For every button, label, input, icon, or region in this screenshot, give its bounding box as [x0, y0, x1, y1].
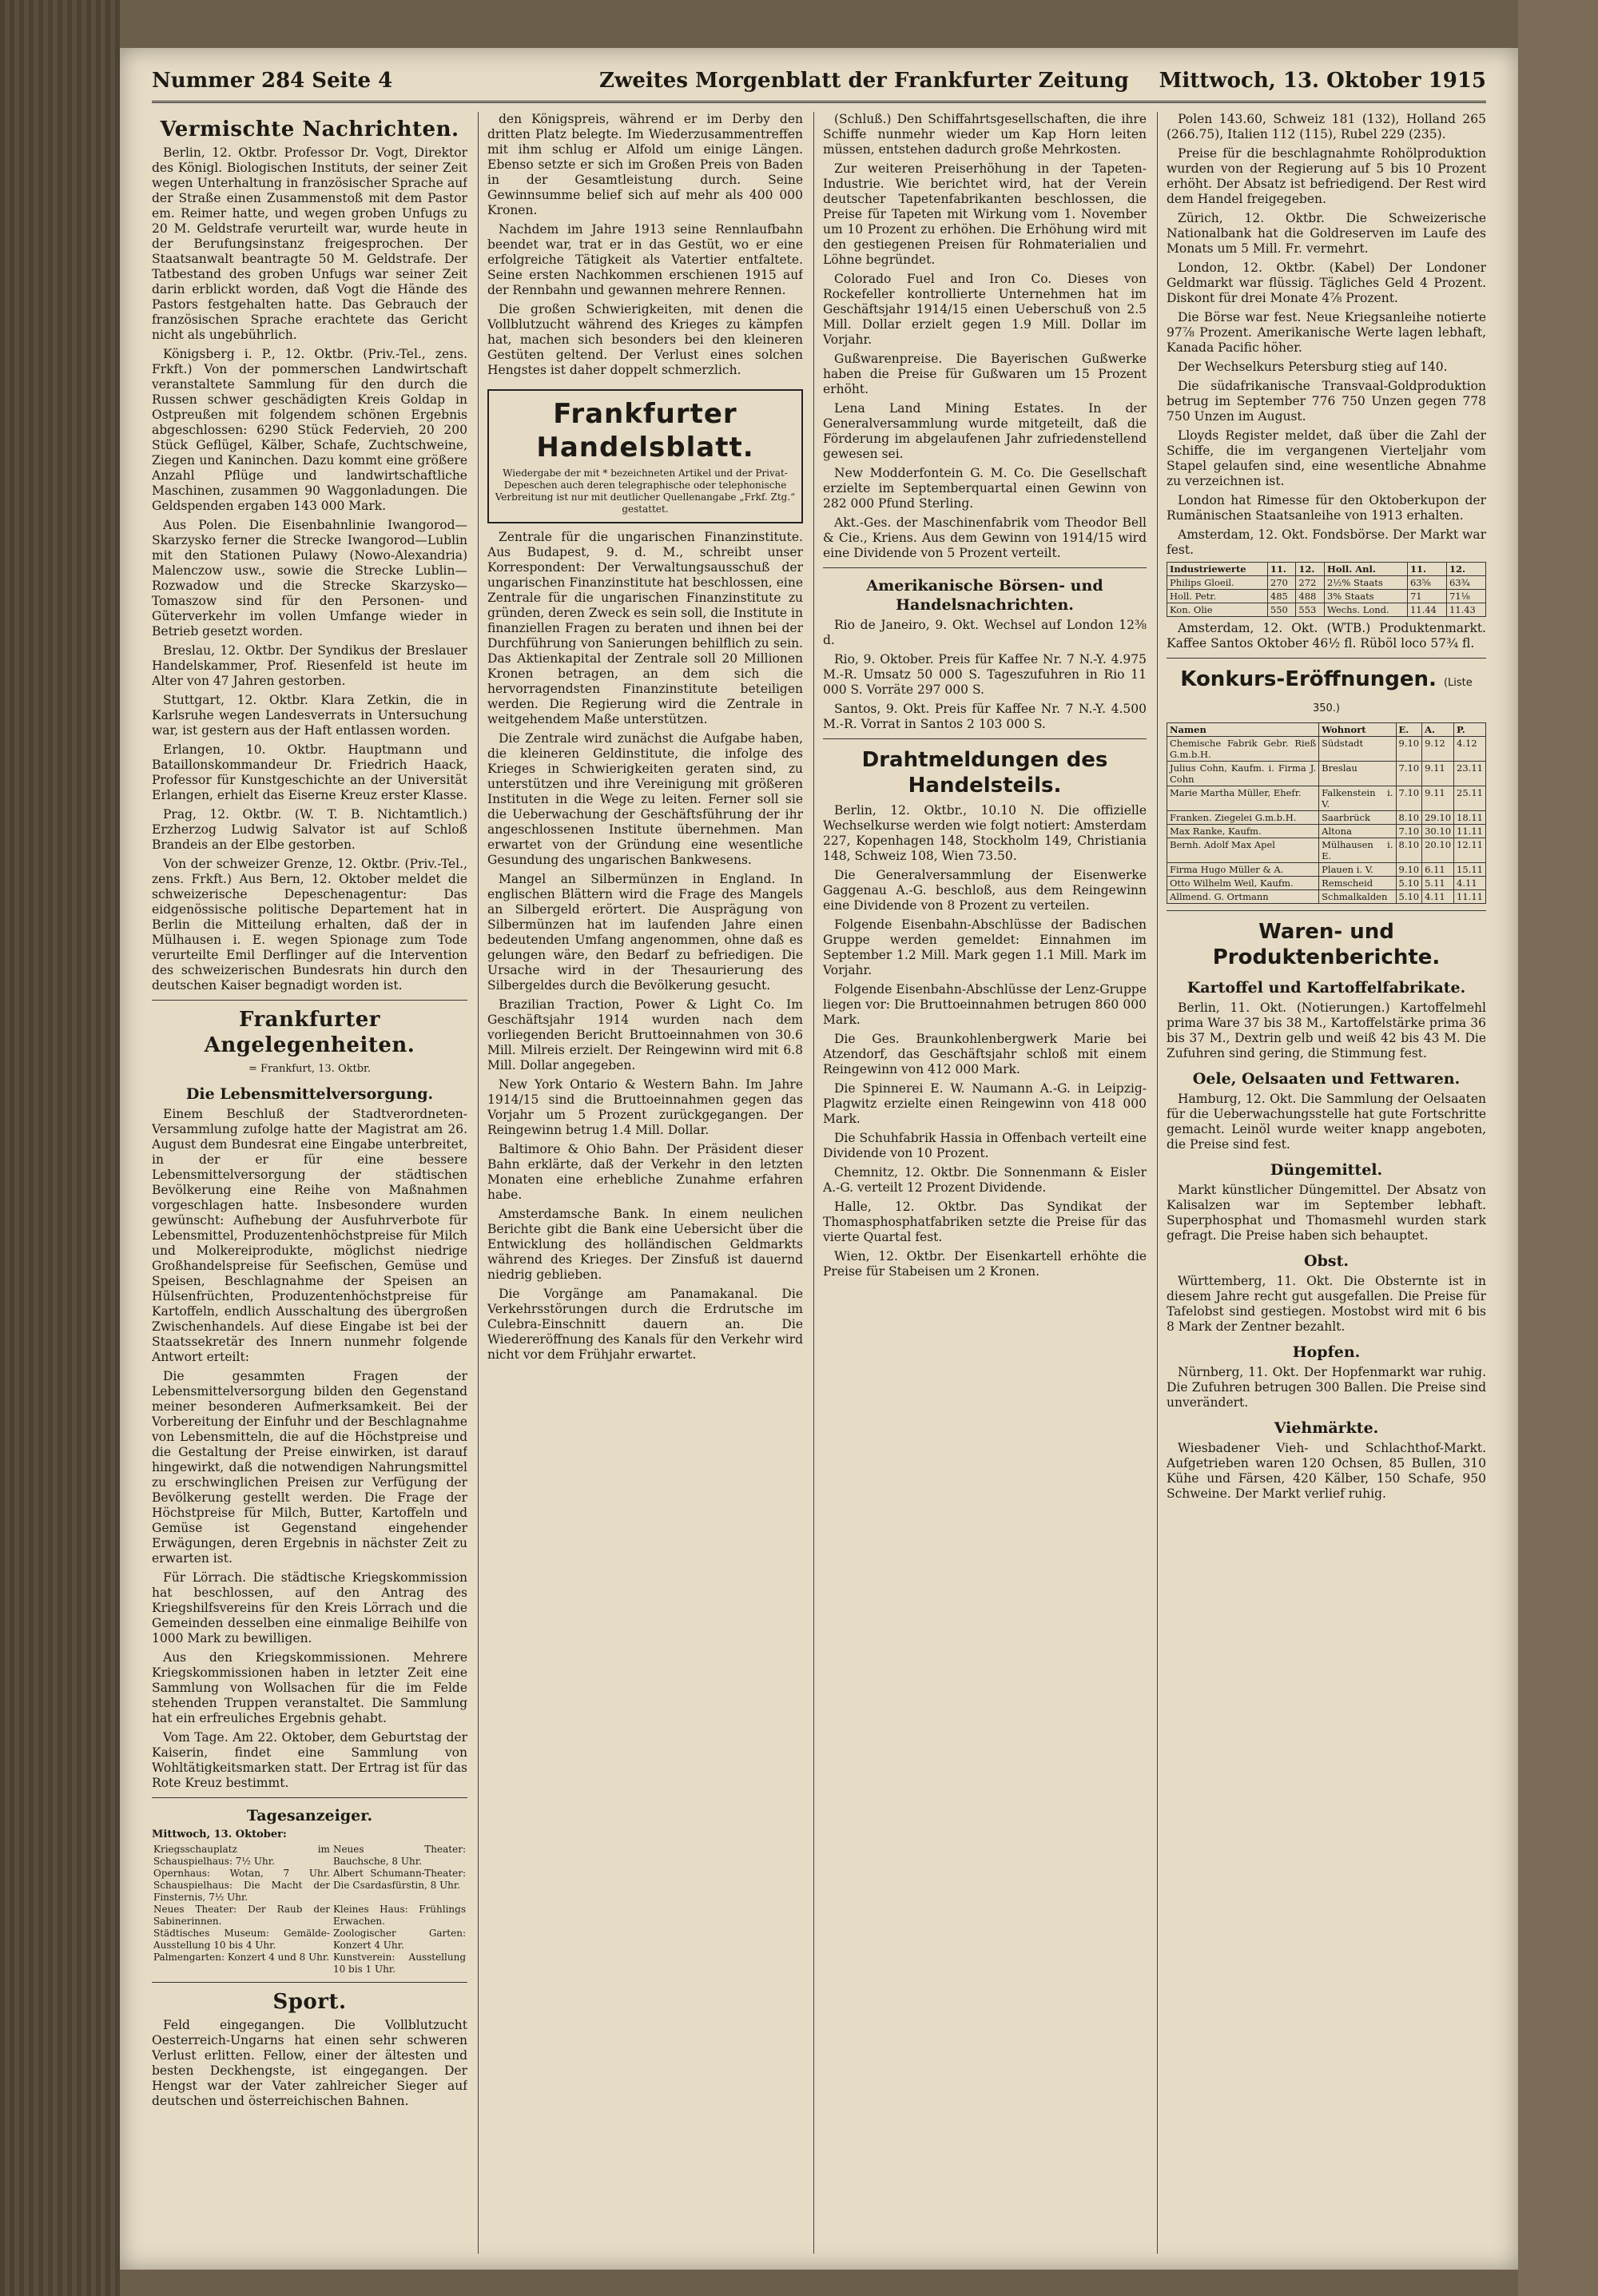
column-rule	[1157, 112, 1158, 2254]
table-cell: 7.10	[1396, 762, 1422, 786]
table-cell: 71⅛	[1446, 590, 1485, 603]
column-rule	[478, 112, 479, 2254]
section-title-konkurs	[1167, 667, 1486, 718]
article: Preise für die beschlagnahmte Rohölproduktion wurden von der Regierung auf 5 bis 10 Prozent erhöht. Der Absatz ist befriedigend. Der Rest wird dem Handel freigegeben.	[1167, 146, 1486, 206]
section-title-sport: Sport.	[272, 1990, 347, 2014]
article: Aus Polen. Die Eisenbahnlinie Iwangorod—Skarzysko ferner die Strecke Iwangorod—Lublin mit den Stationen Pulawy (Nowo-Alexandria) Malenczow usw., sowie die Strecke Lublin—Rozwadow und die Strecke Skarzysko—Tomaszow sind für den Personen- und Güterverkehr im vollen Umfange wieder in Betrieb gesetzt worden.	[152, 518, 467, 639]
table-cell: Max Ranke, Kaufm.	[1167, 825, 1319, 838]
table-cell: Mülhausen i. E.	[1319, 838, 1396, 863]
table-cell: Philips Gloeil.	[1167, 576, 1268, 590]
table-cell: 11.	[1407, 563, 1446, 576]
handelsblatt-notice: Wiedergabe der mit * bezeichneten Artikel und der Privat-Depeschen auch deren telegraphische oder telephonische Verbreitung ist nur mit deutlicher Quellenangabe „Frkf. Ztg.“ gestattet.	[495, 468, 796, 515]
article: Amsterdamsche Bank. In einem neulichen Berichte gibt die Bank eine Uebersicht über die Entwicklung des holländischen Geldmarkts während des Krieges. Der Zinsfuß ist dauernd niedrig geblieben.	[487, 1207, 803, 1282]
table-cell: Holl. Anl.	[1324, 563, 1407, 576]
dateline: = Frankfurt, 13. Oktbr.	[248, 1063, 371, 1075]
column-rule	[813, 112, 814, 2254]
article: Lloyds Register meldet, daß über die Zahl der Schiffe, die im vergangenen Vierteljahr vom Stapel gelaufen sind, eine wesentliche Abnahme zu verzeichnen ist.	[1167, 428, 1486, 488]
table-cell: Falkenstein i. V.	[1319, 786, 1396, 811]
article: Die Spinnerei E. W. Naumann A.-G. in Leipzig-Plagwitz erzielte einen Reingewinn von 418 000 Mark.	[823, 1081, 1147, 1126]
article: London hat Rimesse für den Oktoberkupon der Rumänischen Staatsanleihe von 1913 erhalten.	[1167, 493, 1486, 523]
table-cell: 12.	[1446, 563, 1485, 576]
table-cell: 7.10	[1396, 825, 1422, 838]
article: Zentrale für die ungarischen Finanzinstitute. Aus Budapest, 9. d. M., schreibt unser Korrespondent: Der Verwaltungsausschuß der ungarischen Finanzinstitute hat beschlossen, eine Zentrale für die ungarischen Finanzinstitute zu gründen, deren Zweck es sein soll, die Institute in finanziellen Fragen zu beraten und ihnen bei der Durchführung von Sanierungen behilflich zu sein. Das Aktienkapital der Zentrale soll 20 Millionen Kronen betragen, an dem sich die hervorragendsten Finanzinstitute beteiligen werden. Die Regierung wird die Zentrale in weitgehendem Maße unterstützen.	[487, 530, 803, 726]
table-cell: Südstadt	[1319, 737, 1396, 762]
divider	[823, 567, 1147, 568]
table-row	[1167, 590, 1486, 603]
table-cell: Marie Martha Müller, Ehefr.	[1167, 786, 1319, 811]
table-cell: 29.10	[1422, 811, 1454, 825]
article: Württemberg, 11. Okt. Die Obsternte ist in diesem Jahre recht gut ausgefallen. Die Preise für Tafelobst sind gestiegen. Mostobst wird mit 6 bis 8 Mark der Zentner bezahlt.	[1167, 1274, 1486, 1334]
table-cell: 4.11	[1454, 877, 1486, 890]
tages-cell: Kunstverein: Ausstellung 10 bis 1 Uhr.	[332, 1952, 466, 1975]
article: Gußwarenpreise. Die Bayerischen Gußwerke haben die Preise für Gußwaren um 15 Prozent erhöht.	[823, 352, 1147, 396]
article: Amsterdam, 12. Okt. Fondsbörse. Der Markt war fest.	[1167, 527, 1486, 557]
table-cell: 5.11	[1422, 877, 1454, 890]
article: (Schluß.) Den Schiffahrtsgesellschaften, die ihre Schiffe nunmehr wieder um Kap Horn leiten müssen, entstehen dadurch große Mehrkosten.	[823, 112, 1147, 157]
article-heading: Düngemittel.	[1270, 1161, 1383, 1179]
table-cell: 30.10	[1422, 825, 1454, 838]
article-heading: Viehmärkte.	[1274, 1419, 1379, 1437]
tages-cell: Opernhaus: Wotan, 7 Uhr. Schauspielhaus: Die Macht der Finsternis, 7½ Uhr.	[153, 1868, 330, 1903]
table-cell: 71	[1407, 590, 1446, 603]
table-cell: Schmalkalden	[1319, 890, 1396, 904]
article: Nachdem im Jahre 1913 seine Rennlaufbahn beendet war, trat er in das Gestüt, wo er eine erfolgreiche Tätigkeit als Vatertier entfaltete. Seine ersten Nachkommen erschienen 1915 auf der Rennbahn und gewannen mehrere Rennen.	[487, 222, 803, 297]
table-cell: 4.12	[1454, 737, 1486, 762]
article: Markt künstlicher Düngemittel. Der Absatz von Kalisalzen war im September lebhaft. Superphosphat und Thomasmehl wurden stark gefragt. Die Preise haben sich behauptet.	[1167, 1183, 1486, 1243]
page-edge	[1518, 0, 1598, 2296]
article: Folgende Eisenbahn-Abschlüsse der Badischen Gruppe werden gemeldet: Einnahmen im September 1.2 Mill. Mark gegen 1.1 Mill. Mark im Vorjahr.	[823, 917, 1147, 977]
table-cell: Holl. Petr.	[1167, 590, 1268, 603]
table-cell: 11.43	[1446, 603, 1485, 617]
table-cell: 5.10	[1396, 877, 1422, 890]
divider	[152, 1982, 467, 1983]
konkurs-title: Konkurs-Eröffnungen.	[1180, 667, 1437, 691]
article-heading: Oele, Oelsaaten und Fettwaren.	[1192, 1070, 1461, 1088]
table-cell: Altona	[1319, 825, 1396, 838]
handelsblatt-masthead	[487, 389, 803, 523]
table-cell: 15.11	[1454, 863, 1486, 877]
issue-number: Nummer 284 Seite 4	[152, 69, 393, 93]
tages-row	[152, 1928, 467, 1952]
column-1	[152, 112, 467, 2254]
article: Wiesbadener Vieh- und Schlachthof-Markt. Aufgetrieben waren 120 Ochsen, 85 Bullen, 310 Kühe und Färsen, 420 Kälber, 150 Schafe, 950 Schweine. Der Markt verlief ruhig.	[1167, 1441, 1486, 1501]
column-4	[1167, 112, 1486, 2254]
newspaper-page	[120, 48, 1518, 2270]
table-row	[1167, 576, 1486, 590]
article: Santos, 9. Okt. Preis für Kaffee Nr. 7 N.-Y. 4.500 M.-R. Vorrat in Santos 2 103 000 S.	[823, 702, 1147, 731]
table-cell: 2½% Staats	[1324, 576, 1407, 590]
table-row	[1167, 863, 1486, 877]
table-cell: 9.11	[1422, 786, 1454, 811]
column-3	[823, 112, 1147, 2254]
table-row	[1167, 877, 1486, 890]
konkurs-table	[1167, 722, 1486, 904]
article-heading: Kartoffel und Kartoffelfabrikate.	[1187, 979, 1466, 997]
article: Aus den Kriegskommissionen. Mehrere Kriegskommissionen haben in letzter Zeit eine Sammlung von Wollsachen für die im Felde stehenden Truppen veranstaltet. Die Sammlung hat ein erfreuliches Ergebnis gehabt.	[152, 1650, 467, 1725]
table-cell: 6.11	[1422, 863, 1454, 877]
table-cell: Breslau	[1319, 762, 1396, 786]
article: Einem Beschluß der Stadtverordneten-Versammlung zufolge hatte der Magistrat am 26. August dem Bundesrat eine Eingabe unterbreitet, in der er für eine bessere Lebensmittelversorgung der städtischen Bevölkerung eine Reihe von Maßnahmen vorgeschlagen hatte. Insbesondere wurden gewünscht: Aufhebung der Ausfuhrverbote für Lebensmittel, Produzentenhöchstpreise für Milch und Molkereiprodukte, möglichst niedrige Großhandelspreise für Seefischen, Gemüse und Speisen, Beschlagnahme der Speisen an Hülsenfrüchten, Produzentenhöchstpreise für Kartoffeln, endlich Ausschaltung des übergroßen Zwischenhandels. Auf diese Eingabe ist bei der Staatssekretär des Innern nunmehr folgende Antwort erteilt:	[152, 1107, 467, 1364]
table-cell: 3% Staats	[1324, 590, 1407, 603]
table-cell: 7.10	[1396, 786, 1422, 811]
table-cell: Firma Hugo Müller & A.	[1167, 863, 1319, 877]
handelsblatt-title: Frankfurter Handelsblatt.	[536, 398, 754, 464]
table-cell: 11.11	[1454, 890, 1486, 904]
article: den Königspreis, während er im Derby den dritten Platz belegte. Im Wiederzusammentreffen mit ihm schlug er Alfold um einige Längen. Ebenso setzte er sich im Großen Preis von Baden in der Gesamtleistung durch. Seine Gewinnsumme belief sich auf mehr als 400 000 Kronen.	[487, 112, 803, 217]
article: Die Schuhfabrik Hassia in Offenbach verteilt eine Dividende von 10 Prozent.	[823, 1131, 1147, 1160]
tages-cell: Kriegsschauplatz im Schauspielhaus: 7½ Uhr.	[153, 1844, 330, 1867]
table-cell: 270	[1267, 576, 1296, 590]
tagesanzeiger-date: Mittwoch, 13. Oktober:	[152, 1828, 287, 1840]
table-cell: 11.11	[1454, 825, 1486, 838]
table-cell: 12.	[1296, 563, 1325, 576]
table-cell: Kon. Olie	[1167, 603, 1268, 617]
table-cell: 550	[1267, 603, 1296, 617]
table-row	[1167, 825, 1486, 838]
divider	[152, 1797, 467, 1798]
article: Vom Tage. Am 22. Oktober, dem Geburtstag der Kaiserin, findet eine Sammlung von Wohltätigkeitsmarken statt. Der Ertrag ist für das Rote Kreuz bestimmt.	[152, 1730, 467, 1790]
article: Der Wechselkurs Petersburg stieg auf 140.	[1178, 360, 1448, 374]
table-header-cell: P.	[1454, 723, 1486, 737]
article: London, 12. Oktbr. (Kabel) Der Londoner Geldmarkt war flüssig. Tägliches Geld 4 Prozent. Diskont für drei Monate 4⅞ Prozent.	[1167, 261, 1486, 305]
page-header	[152, 62, 1486, 103]
article: Folgende Eisenbahn-Abschlüsse der Lenz-Gruppe liegen vor: Die Bruttoeinnahmen betrugen 860 000 Mark.	[823, 982, 1147, 1027]
table-row	[1167, 890, 1486, 904]
divider	[1167, 658, 1486, 659]
table-cell: 23.11	[1454, 762, 1486, 786]
tages-row	[152, 1904, 467, 1928]
article: Baltimore & Ohio Bahn. Der Präsident dieser Bahn erklärte, daß der Verkehr in den letzten Monaten eine erhebliche Zunahme erfahren habe.	[487, 1142, 803, 1202]
article: Rio de Janeiro, 9. Okt. Wechsel auf London 12⅜ d.	[823, 618, 1147, 647]
tages-cell: Neues Theater: Bauchsche, 8 Uhr.	[332, 1844, 466, 1867]
table-row	[1167, 838, 1486, 863]
table-header-cell: A.	[1422, 723, 1454, 737]
table-cell: 8.10	[1396, 838, 1422, 863]
amsterdam-table	[1167, 562, 1486, 617]
section-title-vermischte: Vermischte Nachrichten.	[160, 117, 459, 141]
table-cell: 9.11	[1422, 762, 1454, 786]
article: Die Zentrale wird zunächst die Aufgabe haben, die kleineren Geldinstitute, die infolge des Krieges in Schwierigkeiten geraten sind, zu unterstützen und ihre Vereinigung mit größeren Instituten in die Wege zu leiten. Ferner soll sie die Ueberwachung der Geschäftsführung der ihr angeschlossenen Institute übernehmen. Man erwartet von der Gründung eine wesentliche Gesundung des ungarischen Bankwesens.	[487, 731, 803, 867]
tagesanzeiger-table	[152, 1844, 467, 1976]
article: Zur weiteren Preiserhöhung in der Tapeten-Industrie. Wie berichtet wird, hat der Verein deutscher Tapetenfabrikanten beschlossen, die Preise für Tapeten mit Wirkung vom 1. November um 10 Prozent zu erhöhen. Die Erhöhung wird mit den gestiegenen Preisen für Rohmaterialien und Löhne begründet.	[823, 161, 1147, 267]
article: Berlin, 12. Oktbr., 10.10 N. Die offizielle Wechselkurse werden wie folgt notiert: Amsterdam 227, Kopenhagen 148, Stockholm 149, Christiania 148, Schweiz 108, Wien 73.50.	[823, 803, 1147, 863]
article: Berlin, 12. Oktbr. Professor Dr. Vogt, Direktor des Königl. Biologischen Instituts, der seiner Zeit wegen Unterhaltung in französischer Sprache auf der Straße einen Zusammenstoß mit dem Pastor em. Reimer hatte, und wegen groben Unfugs zu 20 M. Geldstrafe verurteilt war, wurde heute in der Berufungsinstanz freigesprochen. Der Staatsanwalt beantragte 50 M. Geldstrafe. Der Tatbestand des groben Unfugs war seiner Zeit darin erblickt worden, daß Vogt die Hände des Pastors festgehalten hatte. Das Gebrauch der französischen Sprache erachtete das Gericht nicht als ungebührlich.	[152, 145, 467, 342]
article: Berlin, 11. Okt. (Notierungen.) Kartoffelmehl prima Ware 37 bis 38 M., Kartoffelstärke prima 36 bis 37 M., Dextrin gelb und weiß 42 bis 43 M. Die Zufuhren sind gering, die Stimmung fest.	[1167, 1001, 1486, 1060]
tages-row	[152, 1952, 467, 1976]
table-cell: 9.10	[1396, 863, 1422, 877]
article: Colorado Fuel and Iron Co. Dieses von Rockefeller kontrollierte Unternehmen hat im Geschäftsjahr 1914/15 einen Ueberschuß von 2.5 Mill. Dollar erzielt gegen 1.9 Mill. Dollar im Vorjahr.	[823, 272, 1147, 347]
section-title-waren: Waren- und Produktenberichte.	[1212, 920, 1441, 969]
table-cell: 485	[1267, 590, 1296, 603]
table-row	[1167, 563, 1486, 576]
table-cell: Wechs. Lond.	[1324, 603, 1407, 617]
article: Die Börse war fest. Neue Kriegsanleihe notierte 97⅞ Prozent. Amerikanische Werte lagen lebhaft, Kanada Pacific höher.	[1167, 310, 1486, 355]
table-cell: 272	[1296, 576, 1325, 590]
article: Die gesammten Fragen der Lebensmittelversorgung bilden den Gegenstand meiner besonderen Aufmerksamkeit. Bei der Vorbereitung der Einfuhr und der Beschlagnahme von Lebensmitteln, die auf die Höchstpreise und die Gestaltung der Preise einwirken, ist darauf hingewirkt, daß die notwendigen Nahrungsmittel zu erschwinglichen Preisen zur Verfügung der Bevölkerung gestellt werden. Die Frage der Höchstpreise für Milch, Butter, Kartoffeln und Gemüse ist Gegenstand eingehender Erwägungen, deren Ergebnis in nächster Zeit zu erwarten ist.	[152, 1369, 467, 1566]
divider	[823, 738, 1147, 739]
table-cell: Chemische Fabrik Gebr. Rieß G.m.b.H.	[1167, 737, 1319, 762]
article: Breslau, 12. Oktbr. Der Syndikus der Breslauer Handelskammer, Prof. Riesenfeld ist heute im Alter von 47 Jahren gestorben.	[152, 643, 467, 688]
article-heading: Hopfen.	[1292, 1343, 1361, 1361]
divider	[152, 1000, 467, 1001]
table-cell: 18.11	[1454, 811, 1486, 825]
article: Halle, 12. Oktbr. Das Syndikat der Thomasphosphatfabriken setzte die Preise für das vierte Quartal fest.	[823, 1200, 1147, 1244]
table-row	[1167, 762, 1486, 786]
article: Amsterdam, 12. Okt. (WTB.) Produktenmarkt. Kaffee Santos Oktober 46½ fl. Rüböl loco 57¾ fl.	[1167, 621, 1486, 651]
table-cell: 63¾	[1446, 576, 1485, 590]
table-cell: 553	[1296, 603, 1325, 617]
article: Die Vorgänge am Panamakanal. Die Verkehrsstörungen durch die Erdrutsche im Culebra-Einschnitt dauern an. Die Wiedereröffnung des Kanals für den Verkehr wird nicht vor dem Frühjahr erwartet.	[487, 1287, 803, 1362]
article: Hamburg, 12. Okt. Die Sammlung der Oelsaaten für die Ueberwachungsstelle hat gute Fortschritte gemacht. Leinöl wurde weiter knapp angeboten, die Preise sind fest.	[1167, 1092, 1486, 1152]
table-cell: 20.10	[1422, 838, 1454, 863]
table-cell: 9.10	[1396, 737, 1422, 762]
table-cell: Julius Cohn, Kaufm. i. Firma J. Cohn	[1167, 762, 1319, 786]
table-row	[1167, 811, 1486, 825]
article-heading: Obst.	[1304, 1252, 1349, 1270]
table-cell: Franken. Ziegelei G.m.b.H.	[1167, 811, 1319, 825]
table-cell: Plauen i. V.	[1319, 863, 1396, 877]
table-cell: 9.12	[1422, 737, 1454, 762]
issue-date: Mittwoch, 13. Oktober 1915	[1159, 69, 1486, 93]
article: Prag, 12. Oktbr. (W. T. B. Nichtamtlich.) Erzherzog Ludwig Salvator ist auf Schloß Brandeis an der Elbe gestorben.	[152, 807, 467, 852]
table-cell: 12.11	[1454, 838, 1486, 863]
tages-cell: Zoologischer Garten: Konzert 4 Uhr.	[332, 1928, 466, 1951]
table-cell: 63⅝	[1407, 576, 1446, 590]
tages-cell: Kleines Haus: Frühlings Erwachen.	[332, 1904, 466, 1927]
article: Zürich, 12. Oktbr. Die Schweizerische Nationalbank hat die Goldreserven im Laufe des Monats um 5 Mill. Fr. vermehrt.	[1167, 211, 1486, 256]
article: New York Ontario & Western Bahn. Im Jahre 1914/15 sind die Bruttoeinnahmen gegen das Vorjahr um 5 Prozent zurückgegangen. Der Reingewinn betrug 1.4 Mill. Dollar.	[487, 1077, 803, 1137]
table-row	[1167, 603, 1486, 617]
article: New Modderfontein G. M. Co. Die Gesellschaft erzielte im Septemberquartal einen Gewinn von 282 000 Pfund Sterling.	[823, 466, 1147, 511]
table-cell: Industriewerte	[1167, 563, 1268, 576]
article: Rio, 9. Oktober. Preis für Kaffee Nr. 7 N.-Y. 4.975 M.-R. Umsatz 50 000 S. Tageszufuhren in Rio 11 000 S. Vorräte 297 000 S.	[823, 652, 1147, 697]
book-binding	[0, 0, 120, 2296]
table-cell: 11.44	[1407, 603, 1446, 617]
tages-cell: Städtisches Museum: Gemälde-Ausstellung 10 bis 4 Uhr.	[153, 1928, 330, 1951]
table-cell: 25.11	[1454, 786, 1486, 811]
tages-row	[152, 1868, 467, 1904]
article: Stuttgart, 12. Oktbr. Klara Zetkin, die in Karlsruhe wegen Landesverrats in Untersuchung war, ist gestern aus der Haft entlassen worden.	[152, 693, 467, 738]
article: Wien, 12. Oktbr. Der Eisenkartell erhöhte die Preise für Stabeisen um 2 Kronen.	[823, 1249, 1147, 1279]
table-cell: Otto Wilhelm Weil, Kaufm.	[1167, 877, 1319, 890]
article: Erlangen, 10. Oktbr. Hauptmann und Bataillonskommandeur Dr. Friedrich Haack, Professor für Kunstgeschichte an der Universität Erlangen, erhielt das Eiserne Kreuz erster Klasse.	[152, 742, 467, 802]
table-cell: Saarbrück	[1319, 811, 1396, 825]
section-title-frankfurt: Frankfurter Angelegenheiten.	[204, 1008, 415, 1057]
table-cell: 11.	[1267, 563, 1296, 576]
section-title-amerikanische: Amerikanische Börsen- und Handelsnachrichten.	[866, 577, 1103, 614]
article: Von der schweizer Grenze, 12. Oktbr. (Priv.-Tel., zens. Frkft.) Aus Bern, 12. Oktober meldet die schweizerische Depeschenagentur: Das eidgenössische politische Departement hat in Berlin die Mitteilung erhalten, daß der in Mülhausen i. E. wegen Spionage zum Tode verurteilte Emil Derflinger auf die Intervention des schweizerischen Bundesrats hin durch den deutschen Kaiser begnadigt worden ist.	[152, 857, 467, 993]
table-row	[1167, 786, 1486, 811]
table-cell: 4.11	[1422, 890, 1454, 904]
article: Königsberg i. P., 12. Oktbr. (Priv.-Tel., zens. Frkft.) Von der pommerschen Landwirtschaft veranstaltete Sammlung für den durch die Russen schwer geschädigten Kreis Goldap in Ostpreußen mit folgendem schönen Ergebnis abgeschlossen: 6290 Stück Federvieh, 20 200 Stück Geflügel, Kälber, Schafe, Zuchtschweine, Ziegen und Kaninchen. Dazu kommt eine größere Anzahl Pflüge und landwirtschaftliche Maschinen, zusammen 90 Waggonladungen. Die Geldspenden ergaben 143 000 Mark.	[152, 347, 467, 513]
table-header-cell: E.	[1396, 723, 1422, 737]
tages-cell: Neues Theater: Der Raub der Sabinerinnen.	[153, 1904, 330, 1927]
table-cell: 5.10	[1396, 890, 1422, 904]
tages-row	[152, 1844, 467, 1868]
tages-cell: Albert Schumann-Theater: Die Csardasfürstin, 8 Uhr.	[332, 1868, 466, 1891]
table-cell: 488	[1296, 590, 1325, 603]
konkurs-list-number: (Liste 350.)	[1312, 677, 1473, 714]
article: Für Lörrach. Die städtische Kriegskommission hat beschlossen, auf den Antrag des Kriegshilfsvereins für den Kreis Lörrach und die Gemeinden desselben eine einmalige Beihilfe von 1000 Mark zu bewilligen.	[152, 1570, 467, 1645]
column-2	[487, 112, 803, 2254]
divider	[1167, 910, 1486, 911]
article: Brazilian Traction, Power & Light Co. Im Geschäftsjahr 1914 wurden nach dem vorliegenden Bericht Bruttoeinnahmen von 30.6 Mill. Milreis erzielt. Der Reingewinn wird mit 6.8 Mill. Dollar angegeben.	[487, 997, 803, 1072]
article: Die Generalversammlung der Eisenwerke Gaggenau A.-G. beschloß, aus dem Reingewinn eine Dividende von 8 Prozent zu verteilen.	[823, 868, 1147, 913]
table-header-cell: Wohnort	[1319, 723, 1396, 737]
article: Die südafrikanische Transvaal-Goldproduktion betrug im September 776 750 Unzen gegen 778 750 Unzen im August.	[1167, 379, 1486, 424]
article: Die großen Schwierigkeiten, mit denen die Vollblutzucht während des Krieges zu kämpfen hat, machen sich besonders bei den kleineren Gestüten geltend. Der Verlust eines solchen Hengstes ist daher doppelt schmerzlich.	[487, 302, 803, 377]
article: Lena Land Mining Estates. In der Generalversammlung wurde mitgeteilt, daß die Förderung im abgelaufenen Jahr zufriedenstellend gewesen sei.	[823, 401, 1147, 461]
article: Nürnberg, 11. Okt. Der Hopfenmarkt war ruhig. Die Zufuhren betrugen 300 Ballen. Die Preise sind unverändert.	[1167, 1365, 1486, 1410]
table-cell: Allmend. G. Ortmann	[1167, 890, 1319, 904]
tagesanzeiger-heading: Tagesanzeiger.	[246, 1807, 373, 1824]
tages-cell: Palmengarten: Konzert 4 und 8 Uhr.	[153, 1952, 330, 1963]
article: Akt.-Ges. der Maschinenfabrik vom Theodor Bell & Cie., Kriens. Aus dem Gewinn von 1914/15 wird eine Dividende von 5 Prozent verteilt.	[823, 515, 1147, 560]
table-cell: Remscheid	[1319, 877, 1396, 890]
masthead-title: Zweites Morgenblatt der Frankfurter Zeitung	[599, 69, 1129, 93]
table-header-cell: Namen	[1167, 723, 1319, 737]
article: Mangel an Silbermünzen in England. In englischen Blättern wird die Frage des Mangels an Silbergeld erörtert. Die Ausprägung von Silbermünzen hat im laufenden Jahre einen bedeutenden Umfang angenommen, ohne daß es gelungen wäre, den Bedarf zu befriedigen. Die Ursache wird in der Thesaurierung des Silbergeldes durch die Bevölkerung gesucht.	[487, 872, 803, 993]
table-cell: Bernh. Adolf Max Apel	[1167, 838, 1319, 863]
article-heading: Die Lebensmittelversorgung.	[185, 1085, 434, 1103]
article: Die Ges. Braunkohlenbergwerk Marie bei Atzendorf, das Geschäftsjahr schloß mit einem Reingewinn von 412 000 Mark.	[823, 1032, 1147, 1076]
article: Feld eingegangen. Die Vollblutzucht Oesterreich-Ungarns hat einen sehr schweren Verlust erlitten. Fellow, einer der ältesten und besten Deckhengste, ist eingegangen. Der Hengst war der Vater zahlreicher Sieger auf deutschen und österreichischen Bahnen.	[152, 2018, 467, 2108]
table-cell: 8.10	[1396, 811, 1422, 825]
table-row	[1167, 737, 1486, 762]
article: Chemnitz, 12. Oktbr. Die Sonnenmann & Eisler A.-G. verteilt 12 Prozent Dividende.	[823, 1165, 1147, 1195]
section-title-drahtmeldungen: Drahtmeldungen des Handelsteils.	[861, 748, 1108, 798]
article: Polen 143.60, Schweiz 181 (132), Holland 265 (266.75), Italien 112 (115), Rubel 229 (235).	[1167, 112, 1486, 141]
